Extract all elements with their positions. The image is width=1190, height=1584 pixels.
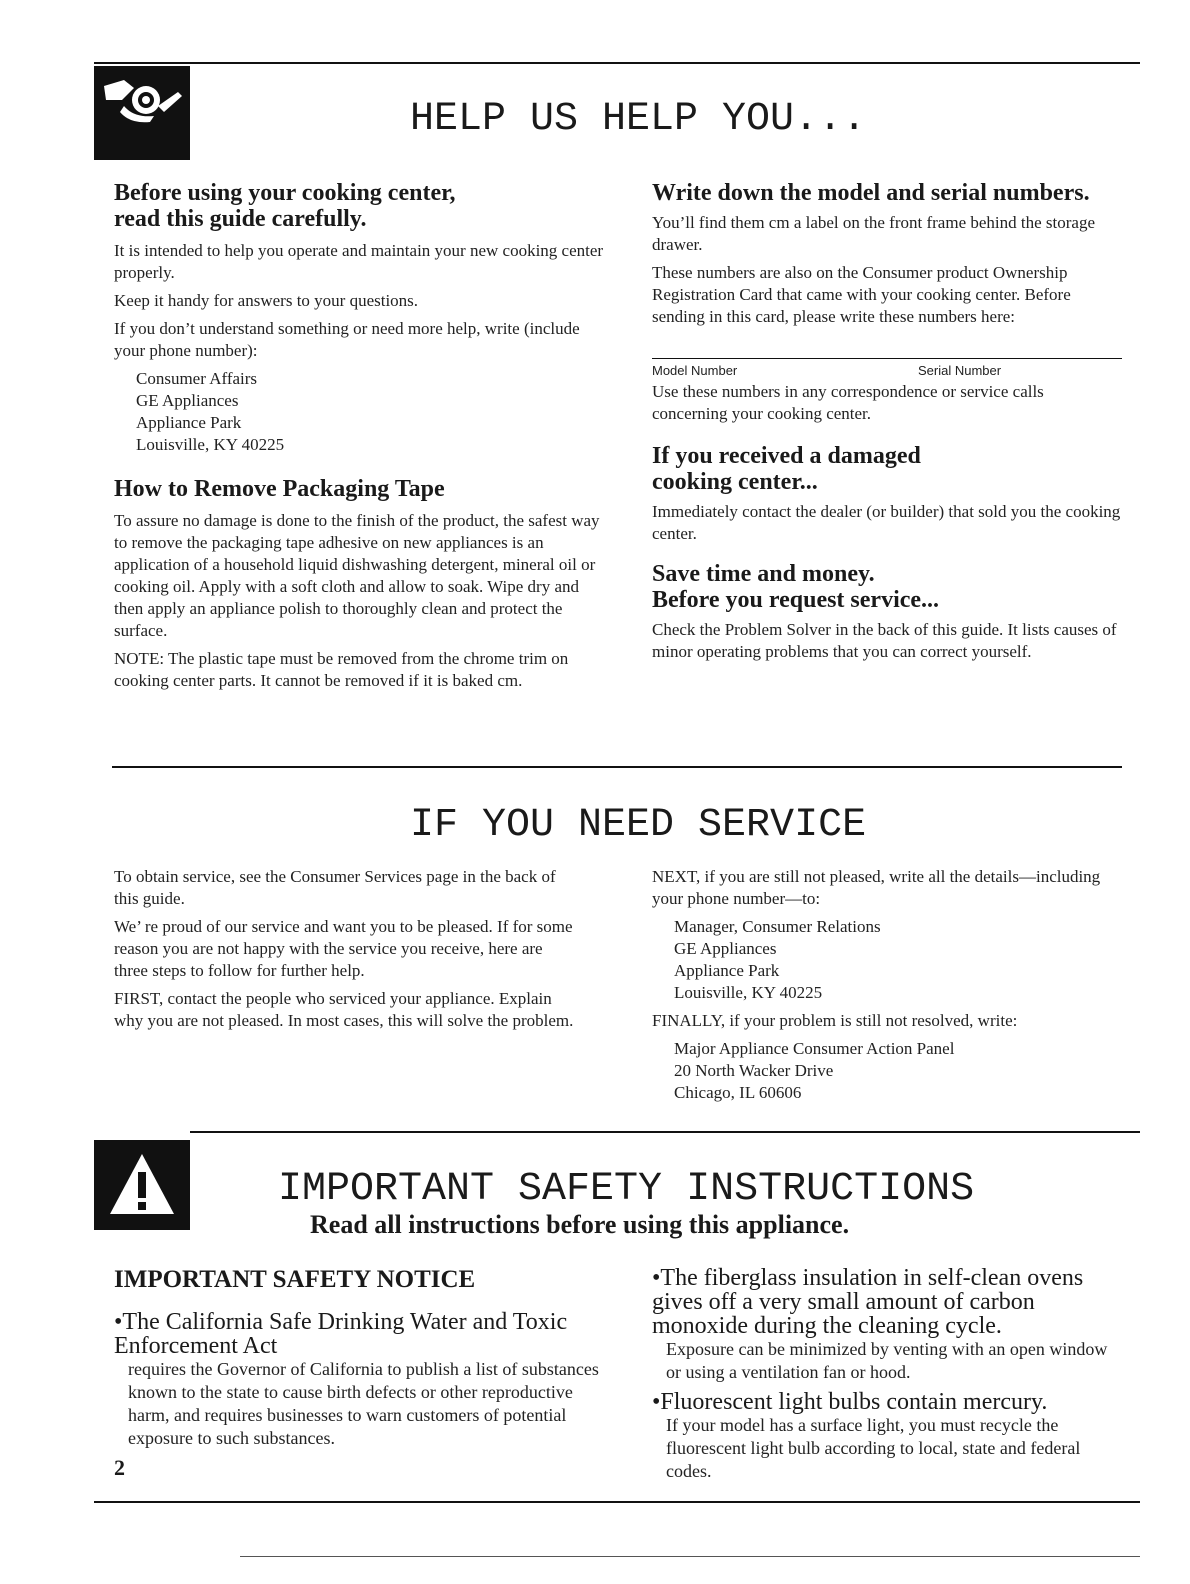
safety-top-rule bbox=[190, 1131, 1140, 1133]
before-using-intro: It is intended to help you operate and maintain your new cooking center properly. bbox=[114, 241, 604, 282]
next-step-text: NEXT, if you are still not pleased, write all the details—including your phone number—to: bbox=[652, 867, 1101, 908]
save-time-heading: Save time and money. Before you request service... bbox=[652, 561, 940, 613]
safety-subtitle: Read all instructions before using this appliance. bbox=[310, 1210, 850, 1239]
keep-handy-text: Keep it handy for answers to your questions. bbox=[114, 291, 419, 310]
need-help-text: If you don’t understand something or need more help, write (include your phone number): bbox=[114, 319, 580, 360]
obtain-service-text: To obtain service, see the Consumer Services page in the back of this guide. bbox=[114, 867, 556, 908]
problem-solver-text: Check the Problem Solver in the back of this guide. It lists causes of minor operating problems that you can correct yourself. bbox=[652, 620, 1117, 661]
finally-step-text: FINALLY, if your problem is still not resolved, write: bbox=[652, 1011, 1018, 1030]
top-rule bbox=[94, 62, 1140, 64]
page-number: 2 bbox=[114, 1455, 125, 1480]
registration-card-text: These numbers are also on the Consumer product Ownership Registration Card that came with your cooking center. Before sending in this card, please write these numbers here: bbox=[652, 263, 1071, 326]
bottom-rule bbox=[94, 1501, 1140, 1503]
model-number-label: Model Number bbox=[652, 363, 738, 378]
fiberglass-bullet: •The fiberglass insulation in self-clean ovens gives off a very small amount of carbon monoxide during the cleaning cycle. Exposure can be minimized by venting with an open window or using a ventilation fan or hood. bbox=[652, 1265, 1108, 1382]
use-numbers-text: Use these numbers in any correspondence or service calls concerning your cooking center. bbox=[652, 382, 1044, 423]
safety-left-column bbox=[114, 1266, 604, 1480]
service-left-column bbox=[114, 866, 574, 1038]
damaged-text: Immediately contact the dealer (or builder) that sold you the cooking center. bbox=[652, 502, 1121, 543]
safety-notice-heading: IMPORTANT SAFETY NOTICE bbox=[114, 1266, 476, 1293]
first-step-text: FIRST, contact the people who serviced your appliance. Explain why you are not pleased. In most cases, this will solve the problem. bbox=[114, 989, 574, 1030]
warning-exclamation-icon bbox=[94, 1140, 190, 1230]
magnifier-inspection-icon bbox=[94, 66, 190, 160]
service-right-column bbox=[652, 866, 1122, 1110]
model-serial-write-line[interactable] bbox=[652, 358, 1122, 381]
action-panel-address: Major Appliance Consumer Action Panel 20 North Wacker Drive Chicago, IL 60606 bbox=[674, 1039, 955, 1102]
service-title: IF YOU NEED SERVICE bbox=[410, 803, 867, 848]
proud-of-service-text: We’ re proud of our service and want you to be pleased. If for some reason you are not happy with the service you receive, here are three steps to follow for further help. bbox=[114, 917, 573, 980]
left-column bbox=[114, 180, 604, 698]
label-location-text: You’ll find them cm a label on the front frame behind the storage drawer. bbox=[652, 213, 1095, 254]
right-column bbox=[652, 180, 1122, 669]
footer-rule bbox=[240, 1556, 1140, 1557]
damaged-heading: If you received a damaged cooking center... bbox=[652, 443, 921, 495]
consumer-relations-address: Manager, Consumer Relations GE Appliances Appliance Park Louisville, KY 40225 bbox=[674, 917, 881, 1002]
page-title: HELP US HELP YOU... bbox=[410, 97, 867, 142]
consumer-affairs-address: Consumer Affairs GE Appliances Appliance Park Louisville, KY 40225 bbox=[136, 369, 285, 454]
before-using-heading: Before using your cooking center, read this guide carefully. bbox=[114, 180, 456, 232]
packaging-tape-note: NOTE: The plastic tape must be removed from the chrome trim on cooking center parts. It cannot be removed if it is baked cm. bbox=[114, 649, 569, 690]
safety-title: IMPORTANT SAFETY INSTRUCTIONS bbox=[278, 1167, 975, 1212]
safety-right-column bbox=[652, 1266, 1122, 1483]
serial-number-label: Serial Number bbox=[918, 363, 1002, 378]
packaging-tape-instructions: To assure no damage is done to the finish of the product, the safest way to remove the packaging tape adhesive on new appliances is an application of a household liquid dishwashing detergent, mineral oil or cooking oil. Apply with a soft cloth and allow to soak. Wipe dry and then apply an appliance polish to thoroughly clean and protect the surface. bbox=[114, 511, 600, 640]
california-act-bullet: •The California Safe Drinking Water and Toxic Enforcement Act requires the Governor of California to publish a list of substances known to the state to cause birth defects or other reproductive harm, and requires businesses to warn customers of potential exposure to such substances. bbox=[114, 1309, 599, 1448]
service-top-rule bbox=[112, 766, 1122, 768]
model-serial-heading: Write down the model and serial numbers. bbox=[652, 180, 1090, 206]
fluorescent-bullet: •Fluorescent light bulbs contain mercury. If your model has a surface light, you must recycle the fluorescent light bulb according to local, state and federal codes. bbox=[652, 1389, 1081, 1481]
packaging-tape-heading: How to Remove Packaging Tape bbox=[114, 476, 445, 502]
